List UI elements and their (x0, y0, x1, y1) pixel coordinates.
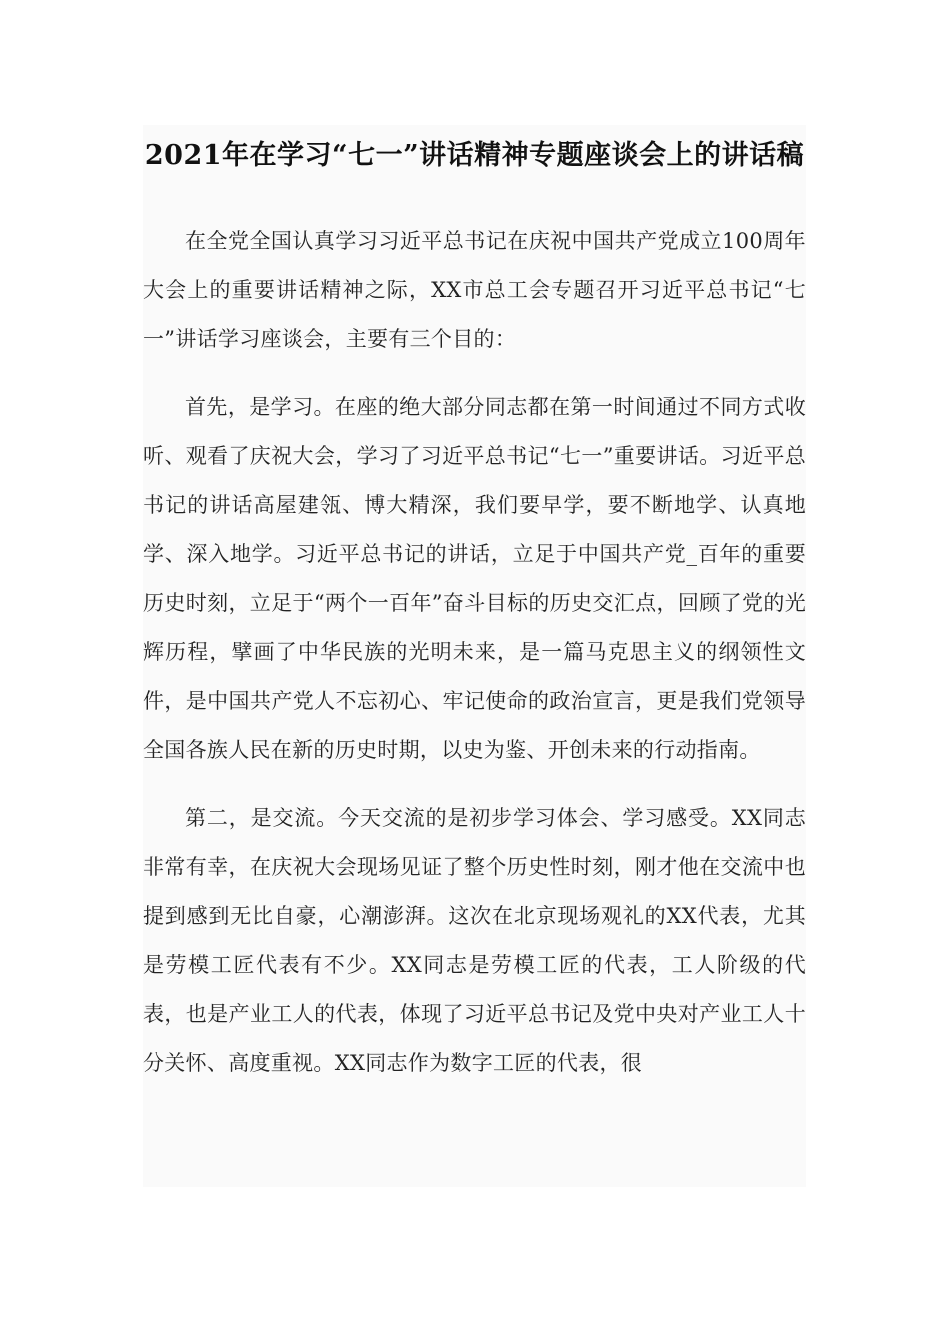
paragraph-first-point: 首先，是学习。在座的绝大部分同志都在第一时间通过不同方式收听、观看了庆祝大会，学习了习近平总书记“七一”重要讲话。习近平总书记的讲话高屋建瓴、博大精深，我们要早学，要不断地学、认真地学、深入地学。习近平总书记的讲话，立足于中国共产党_百年的重要历史时刻，立足于“两个一百年”奋斗目标的历史交汇点，回顾了党的光辉历程，擘画了中华民族的光明未来，是一篇马克思主义的纲领性文件，是中国共产党人不忘初心、牢记使命的政治宣言，更是我们党领导全国各族人民在新的历史时期，以史为鉴、开创未来的行动指南。 (143, 395, 806, 762)
paragraph-second-point: 第二，是交流。今天交流的是初步学习体会、学习感受。XX同志非常有幸，在庆祝大会现场见证了整个历史性时刻，刚才他在交流中也提到感到无比自豪，心潮澎湃。这次在北京现场观礼的XX代表，尤其是劳模工匠代表有不少。XX同志是劳模工匠的代表，工人阶级的代表，也是产业工人的代表，体现了习近平总书记及党中央对产业工人十分关怀、高度重视。XX同志作为数字工匠的代表，很 (143, 806, 806, 1075)
document-body (143, 217, 806, 1088)
paragraph-intro: 在全党全国认真学习习近平总书记在庆祝中国共产党成立100周年大会上的重要讲话精神之际，XX市总工会专题召开习近平总书记“七一”讲话学习座谈会，主要有三个目的： (143, 229, 806, 351)
document-title: 2021年在学习“七一”讲话精神专题座谈会上的讲话稿 (144, 140, 805, 171)
document-page (143, 125, 806, 1187)
